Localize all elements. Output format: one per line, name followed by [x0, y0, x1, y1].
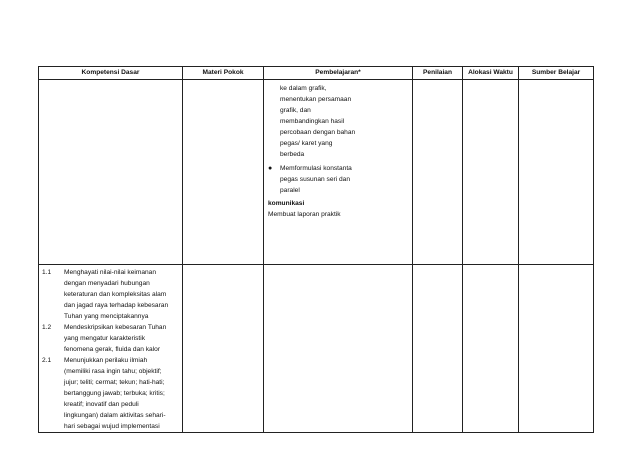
cell-materi [183, 80, 264, 265]
table-row [39, 80, 594, 265]
list-item: 1.2 Mendeskripsikan kebesaran Tuhan yang mengatur karakteristik fenomena gerak, fluida dan kalor [42, 324, 167, 353]
syllabus-table [38, 66, 594, 433]
table-row [39, 265, 594, 433]
header-materi-pokok: Materi Pokok [183, 67, 264, 80]
cell-pembelajaran [264, 265, 413, 433]
header-kompetensi-dasar: Kompetensi Dasar [39, 67, 183, 80]
cell-alokasi [463, 265, 519, 433]
header-penilaian: Penilaian [413, 67, 463, 80]
cell-pembelajaran [264, 80, 413, 265]
list-item: 1.1 Menghayati nilai-nilai keimanan dengan menyadari hubungan keteraturan dan kompleksitas alam dan jagad raya terhadap kebesaran Tuhan yang menciptakannya [42, 269, 169, 320]
list-item: ● Memformulasi konstanta pegas susunan seri dan paralel [268, 165, 352, 194]
pembelajaran-continued-text: ke dalam grafik, menentukan persamaan grafik, dan membandingkan hasil percobaan dengan bahan pegas/ karet yang berbeda [280, 85, 356, 158]
cell-materi [183, 265, 264, 433]
header-row [39, 67, 594, 80]
section-title: komunikasi [268, 200, 305, 207]
header-pembelajaran: Pembelajaran* [264, 67, 413, 80]
cell-alokasi [463, 80, 519, 265]
header-sumber-belajar: Sumber Belajar [519, 67, 594, 80]
cell-penilaian [413, 80, 463, 265]
header-alokasi-waktu: Alokasi Waktu [463, 67, 519, 80]
cell-sumber [519, 80, 594, 265]
cell-kompetensi [39, 80, 183, 265]
cell-sumber [519, 265, 594, 433]
list-item: 2.1 Menunjukkan perilaku ilmiah (memiliki rasa ingin tahu; objektif; jujur; teliti; cermat; tekun; hati-hati; bertanggung jawab; terbuka; kritis; kreatif; inovatif dan peduli lingkungan) dalam aktivitas sehari- hari sebagai wujud implementasi [42, 357, 166, 430]
bullet-icon: ● [268, 165, 273, 172]
cell-kompetensi [39, 265, 183, 433]
section-text: Membuat laporan praktik [268, 211, 341, 218]
cell-penilaian [413, 265, 463, 433]
